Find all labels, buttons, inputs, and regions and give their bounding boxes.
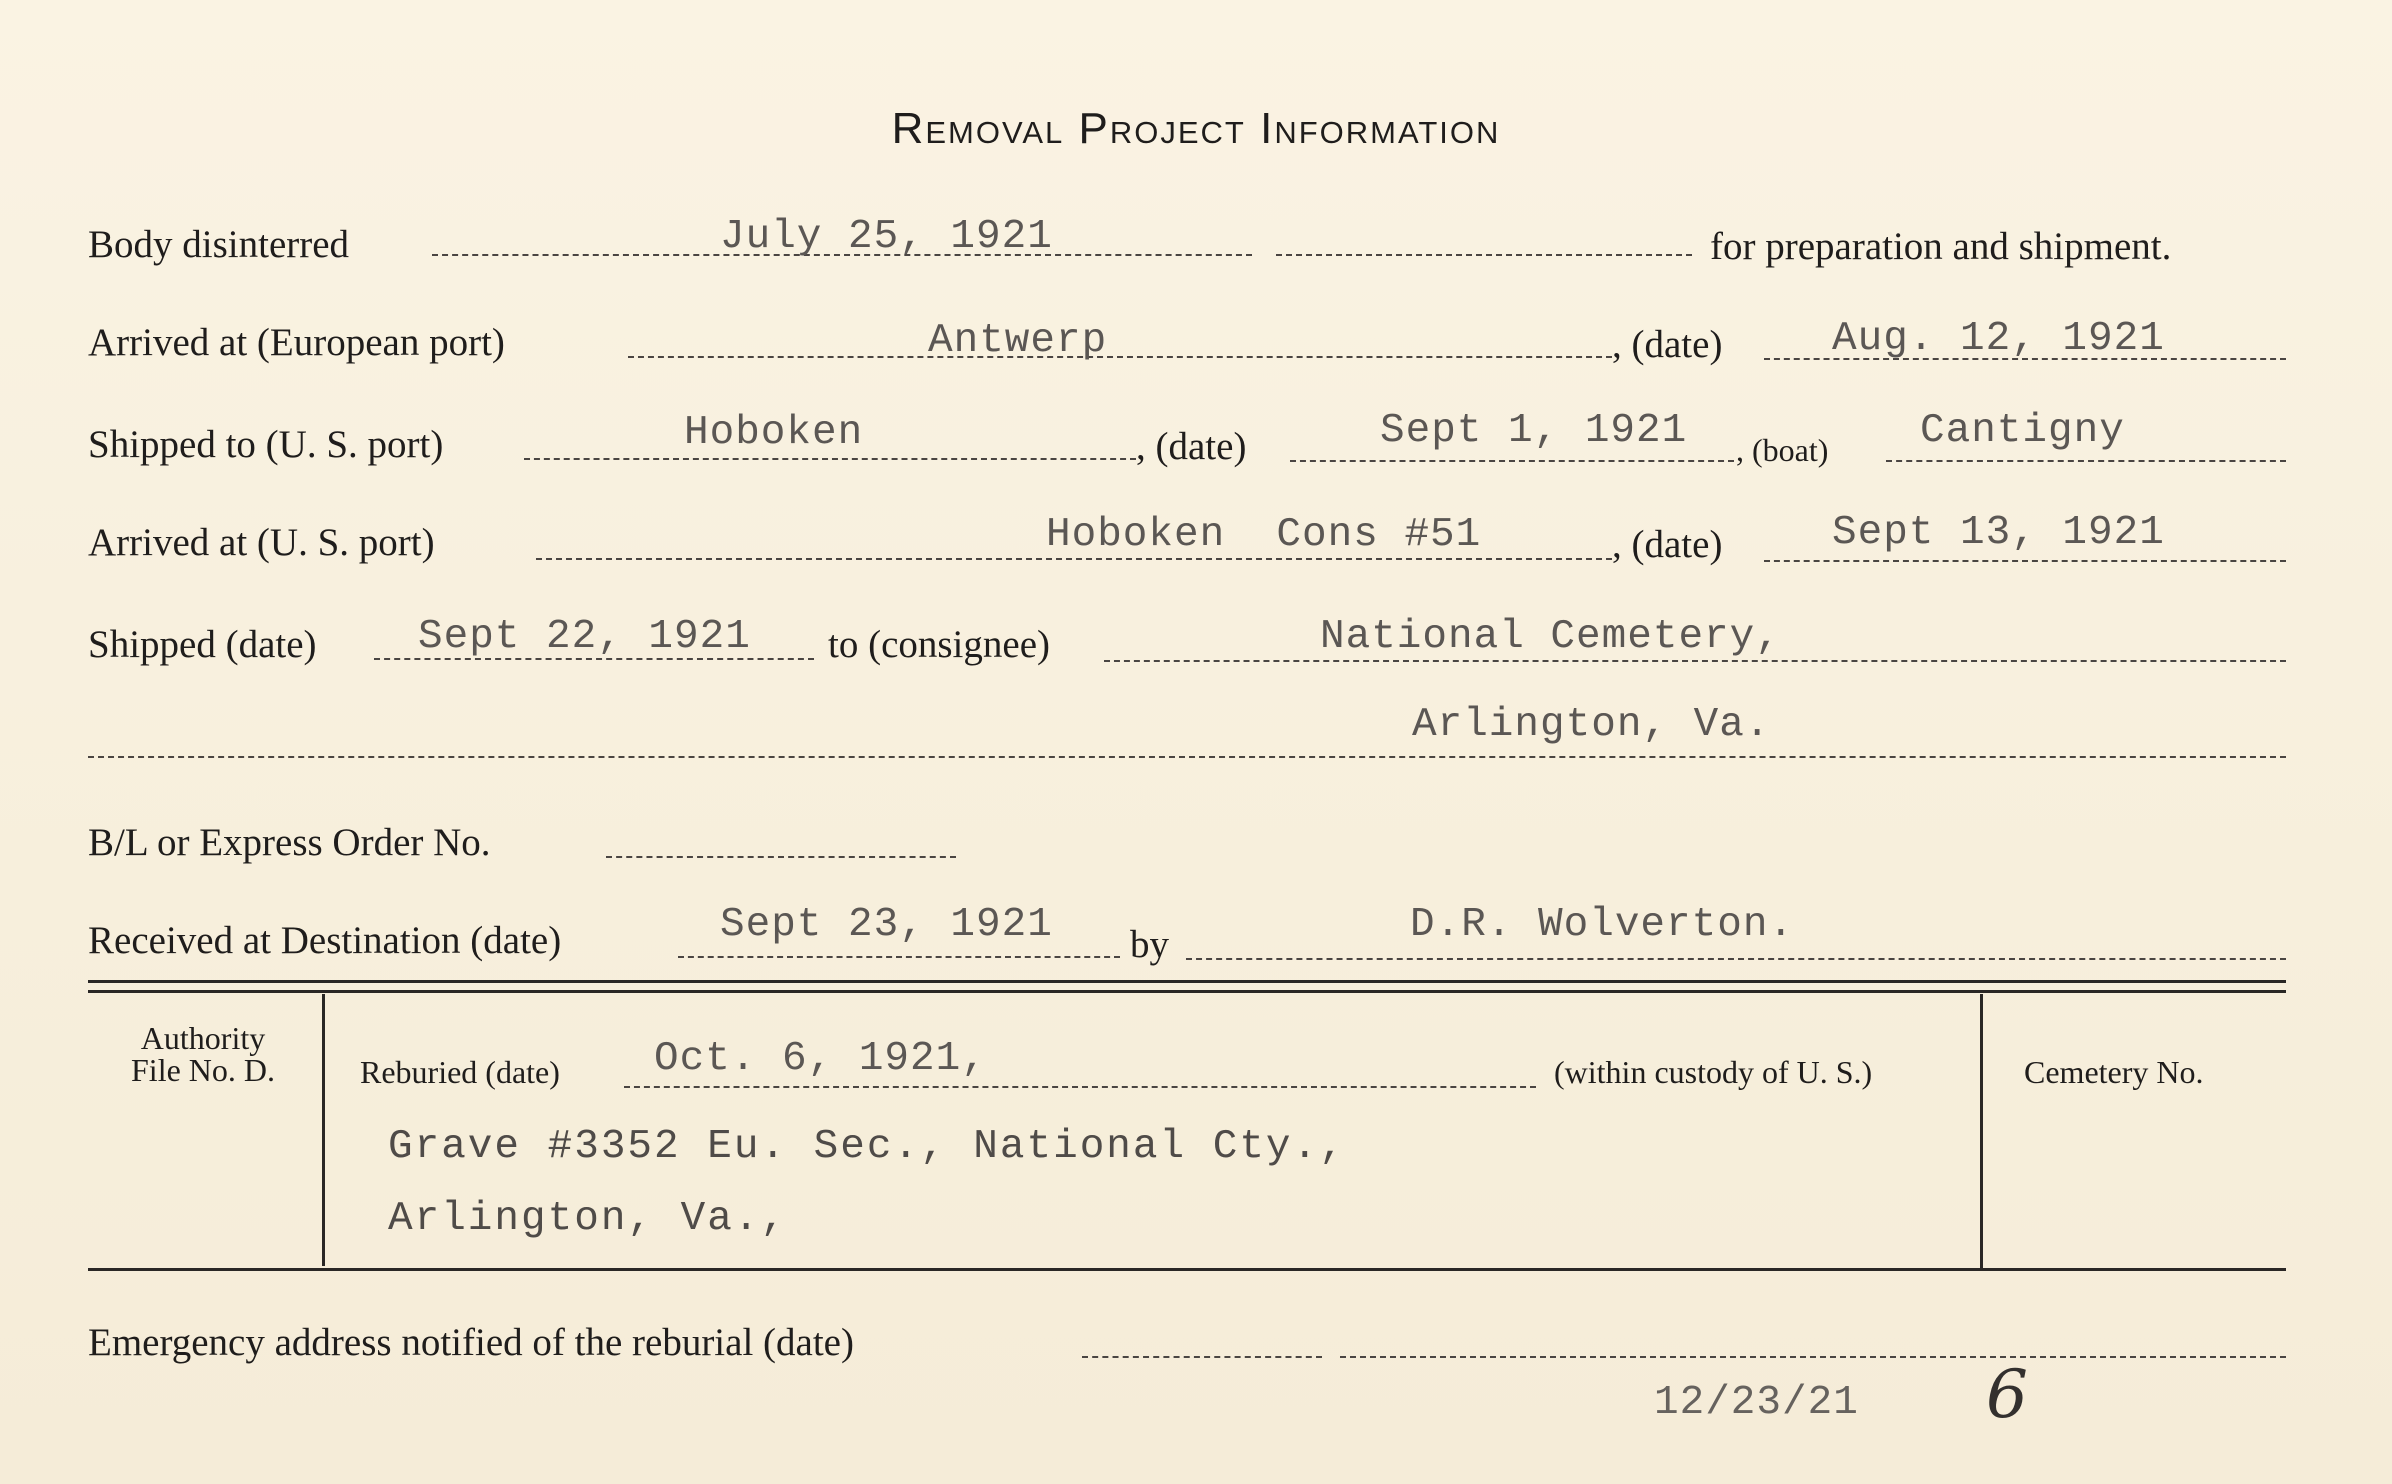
box-bottom-rule — [88, 1268, 2286, 1271]
authority-label-1: Authority — [140, 1020, 266, 1056]
handwritten-mark: 6 — [1986, 1356, 2028, 1433]
received-destination-label: Received at Destination (date) — [88, 919, 562, 962]
european-date-label: , (date) — [1612, 323, 1723, 366]
consignee-line-1: National Cemetery, — [1320, 614, 1781, 660]
emergency-label: Emergency address notified of the reburial (date) — [88, 1321, 854, 1364]
card-title: Removal Project Information — [891, 104, 1501, 153]
european-port-line — [628, 356, 1612, 358]
box-divider-right — [1980, 994, 1983, 1270]
received-by-value: D.R. Wolverton. — [1410, 902, 1795, 948]
by-line — [1186, 958, 2286, 960]
boat-label: , (boat) — [1736, 432, 1829, 468]
by-label: by — [1130, 923, 1169, 966]
european-port-label: Arrived at (European port) — [88, 321, 505, 364]
received-date-line — [678, 956, 1120, 958]
custody-label: (within custody of U. S.) — [1554, 1054, 1873, 1090]
reburied-label: Reburied (date) — [360, 1054, 560, 1090]
us-port-shipped-line — [524, 458, 1136, 460]
preparation-shipment-label: for preparation and shipment. — [1710, 225, 2172, 268]
us-port-shipped-value: Hoboken — [684, 410, 864, 456]
consignee-label: to (consignee) — [828, 623, 1051, 666]
us-shipped-date-line — [1290, 460, 1734, 462]
us-port-arrived-value: Hoboken Cons #51 — [1046, 512, 1482, 558]
us-port-shipped-label: Shipped to (U. S. port) — [88, 423, 444, 466]
emergency-date-value: 12/23/21 — [1654, 1380, 1859, 1426]
european-port-value: Antwerp — [928, 318, 1108, 364]
body-disinterred-value: July 25, 1921 — [720, 214, 1053, 260]
reburied-line — [624, 1086, 1536, 1088]
us-port-arrived-line — [536, 558, 1612, 560]
bl-order-label: B/L or Express Order No. — [88, 821, 491, 864]
us-shipped-date-label: , (date) — [1136, 425, 1247, 468]
cemetery-no-label: Cemetery No. — [2024, 1054, 2204, 1090]
grave-line-1: Grave #3352 Eu. Sec., National Cty., — [388, 1124, 1346, 1170]
consignee-line — [1104, 660, 2286, 662]
grave-line-2: Arlington, Va., — [388, 1196, 788, 1242]
body-disinterred-label: Body disinterred — [88, 223, 350, 266]
us-port-arrived-label: Arrived at (U. S. port) — [88, 521, 435, 564]
boat-value: Cantigny — [1920, 408, 2125, 454]
box-top-rule-1 — [88, 980, 2286, 983]
bl-order-line — [606, 856, 956, 858]
european-date-value: Aug. 12, 1921 — [1832, 316, 2165, 362]
boat-line — [1886, 460, 2286, 462]
shipped-date-label: Shipped (date) — [88, 623, 317, 666]
received-date-value: Sept 23, 1921 — [720, 902, 1053, 948]
consignee-line-2-rule — [88, 756, 2286, 758]
box-top-rule-2 — [88, 990, 2286, 993]
shipped-date-value: Sept 22, 1921 — [418, 614, 751, 660]
emergency-line-1 — [1082, 1356, 1322, 1358]
authority-label-2: File No. D. — [131, 1052, 275, 1088]
us-arrived-date-value: Sept 13, 1921 — [1832, 510, 2165, 556]
box-divider-left — [322, 994, 325, 1266]
us-arrived-date-line — [1764, 560, 2286, 562]
emergency-line-2 — [1340, 1356, 2286, 1358]
reburied-date-value: Oct. 6, 1921, — [654, 1036, 987, 1082]
body-disinterred-line-2 — [1276, 254, 1692, 256]
us-shipped-date-value: Sept 1, 1921 — [1380, 408, 1688, 454]
consignee-line-2: Arlington, Va. — [1412, 702, 1771, 748]
us-arrived-date-label: , (date) — [1612, 523, 1723, 566]
